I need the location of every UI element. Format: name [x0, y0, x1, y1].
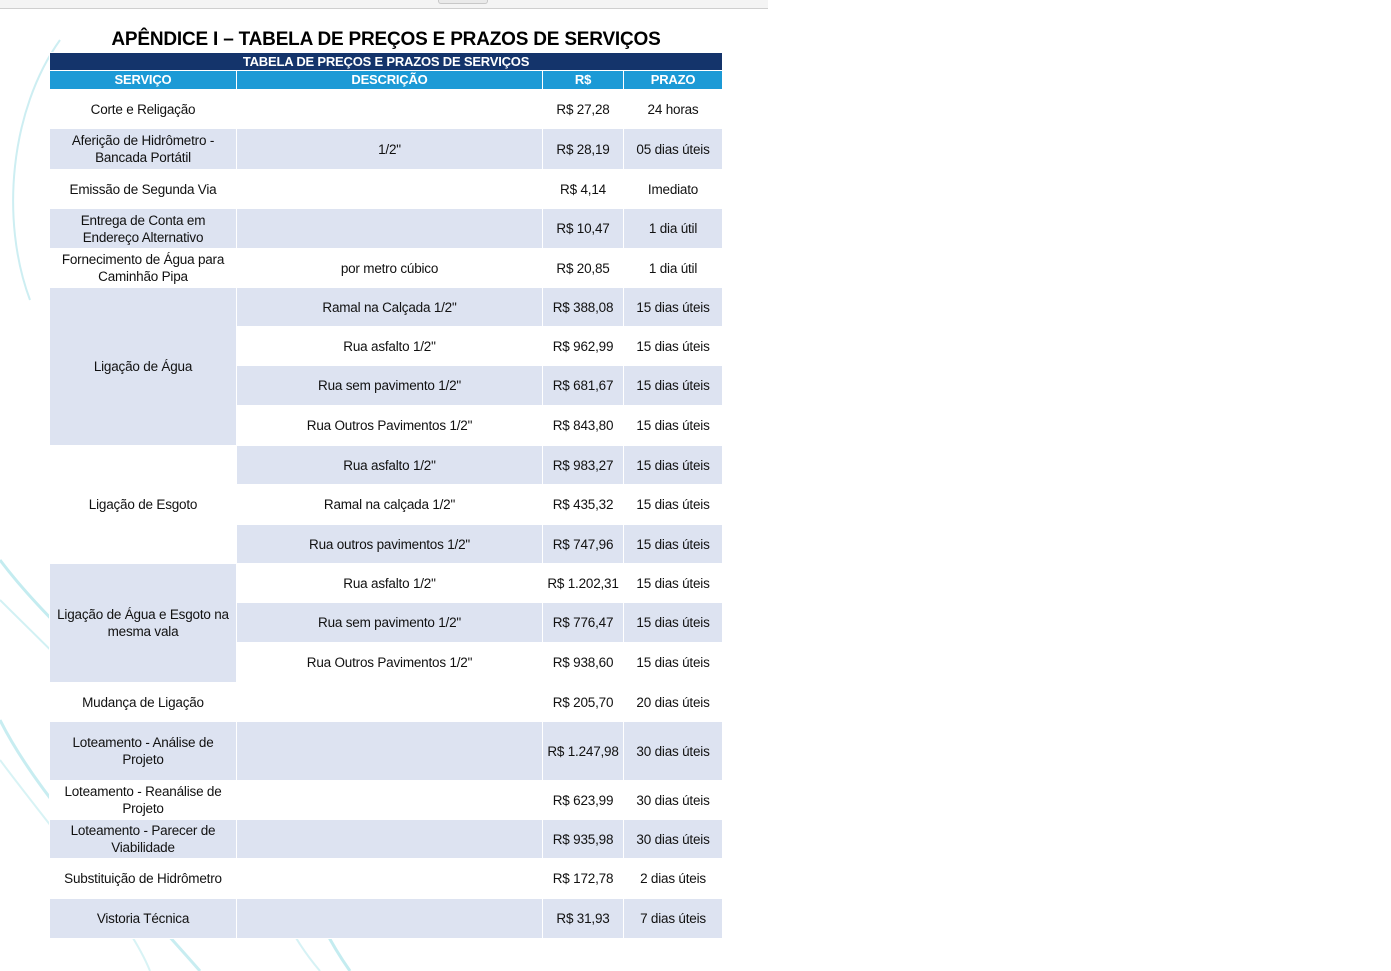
deadline-cell: 15 dias úteis [624, 406, 723, 446]
service-cell: Emissão de Segunda Via [50, 170, 237, 209]
header-price: R$ [543, 71, 624, 90]
table-row [50, 683, 723, 722]
price-cell: R$ 205,70 [543, 683, 624, 722]
deadline-cell: 15 dias úteis [624, 446, 723, 485]
description-cell [237, 820, 543, 859]
deadline-cell: 30 dias úteis [624, 781, 723, 820]
description-cell: Rua Outros Pavimentos 1/2" [237, 406, 543, 446]
table-banner: TABELA DE PREÇOS E PRAZOS DE SERVIÇOS [50, 53, 723, 71]
deadline-cell: 24 horas [624, 90, 723, 129]
description-cell: Rua Outros Pavimentos 1/2" [237, 643, 543, 683]
price-cell: R$ 1.247,98 [543, 722, 624, 781]
deadline-cell: 1 dia útil [624, 249, 723, 288]
description-cell: 1/2" [237, 129, 543, 170]
table-row [50, 564, 723, 603]
table-header-row [50, 71, 723, 90]
description-cell [237, 859, 543, 899]
service-cell: Loteamento - Análise de Projeto [50, 722, 237, 781]
deadline-cell: 1 dia útil [624, 209, 723, 249]
price-cell: R$ 983,27 [543, 446, 624, 485]
deadline-cell: Imediato [624, 170, 723, 209]
deadline-cell: 2 dias úteis [624, 859, 723, 899]
service-cell: Fornecimento de Água para Caminhão Pipa [50, 249, 237, 288]
description-cell [237, 781, 543, 820]
service-cell: Ligação de Água e Esgoto na mesma vala [50, 564, 237, 683]
header-description: DESCRIÇÃO [237, 71, 543, 90]
table-row [50, 446, 723, 485]
price-cell: R$ 388,08 [543, 288, 624, 327]
service-cell: Ligação de Água [50, 288, 237, 446]
description-cell [237, 90, 543, 129]
service-cell: Loteamento - Reanálise de Projeto [50, 781, 237, 820]
price-cell: R$ 1.202,31 [543, 564, 624, 603]
price-cell: R$ 31,93 [543, 899, 624, 939]
description-cell: Rua sem pavimento 1/2" [237, 366, 543, 406]
table-row [50, 129, 723, 170]
toolbar-tab[interactable] [438, 0, 488, 4]
table-row [50, 209, 723, 249]
price-cell: R$ 4,14 [543, 170, 624, 209]
table-row [50, 249, 723, 288]
price-cell: R$ 776,47 [543, 603, 624, 643]
price-cell: R$ 935,98 [543, 820, 624, 859]
price-cell: R$ 435,32 [543, 485, 624, 525]
table-banner-row [50, 53, 723, 71]
deadline-cell: 15 dias úteis [624, 603, 723, 643]
price-cell: R$ 623,99 [543, 781, 624, 820]
deadline-cell: 15 dias úteis [624, 327, 723, 366]
description-cell: Ramal na Calçada 1/2" [237, 288, 543, 327]
service-cell: Entrega de Conta em Endereço Alternativo [50, 209, 237, 249]
table-row [50, 288, 723, 327]
deadline-cell: 30 dias úteis [624, 722, 723, 781]
viewer-toolbar-edge [0, 0, 768, 9]
service-cell: Aferição de Hidrômetro - Bancada Portátil [50, 129, 237, 170]
service-cell: Ligação de Esgoto [50, 446, 237, 564]
table-row [50, 722, 723, 781]
description-cell: Rua asfalto 1/2" [237, 564, 543, 603]
price-cell: R$ 172,78 [543, 859, 624, 899]
description-cell: Ramal na calçada 1/2" [237, 485, 543, 525]
deadline-cell: 20 dias úteis [624, 683, 723, 722]
description-cell: Rua outros pavimentos 1/2" [237, 525, 543, 564]
deadline-cell: 7 dias úteis [624, 899, 723, 939]
table-row [50, 781, 723, 820]
service-cell: Substituição de Hidrômetro [50, 859, 237, 899]
deadline-cell: 15 dias úteis [624, 485, 723, 525]
description-cell [237, 209, 543, 249]
service-cell: Vistoria Técnica [50, 899, 237, 939]
deadline-cell: 15 dias úteis [624, 366, 723, 406]
price-cell: R$ 20,85 [543, 249, 624, 288]
service-cell: Corte e Religação [50, 90, 237, 129]
table-row [50, 170, 723, 209]
table-row [50, 90, 723, 129]
description-cell [237, 722, 543, 781]
deadline-cell: 15 dias úteis [624, 525, 723, 564]
description-cell: Rua asfalto 1/2" [237, 446, 543, 485]
service-cell: Mudança de Ligação [50, 683, 237, 722]
deadline-cell: 15 dias úteis [624, 288, 723, 327]
description-cell [237, 170, 543, 209]
service-cell: Loteamento - Parecer de Viabilidade [50, 820, 237, 859]
price-cell: R$ 10,47 [543, 209, 624, 249]
header-service: SERVIÇO [50, 71, 237, 90]
table-row [50, 820, 723, 859]
price-cell: R$ 747,96 [543, 525, 624, 564]
price-cell: R$ 27,28 [543, 90, 624, 129]
price-cell: R$ 843,80 [543, 406, 624, 446]
deadline-cell: 05 dias úteis [624, 129, 723, 170]
deadline-cell: 15 dias úteis [624, 564, 723, 603]
description-cell: Rua asfalto 1/2" [237, 327, 543, 366]
description-cell: Rua sem pavimento 1/2" [237, 603, 543, 643]
deadline-cell: 30 dias úteis [624, 820, 723, 859]
price-cell: R$ 28,19 [543, 129, 624, 170]
price-cell: R$ 681,67 [543, 366, 624, 406]
price-cell: R$ 962,99 [543, 327, 624, 366]
table-row [50, 859, 723, 899]
description-cell [237, 683, 543, 722]
document-title: APÊNDICE I – TABELA DE PREÇOS E PRAZOS DE SERVIÇOS [111, 29, 661, 50]
header-deadline: PRAZO [624, 71, 723, 90]
price-cell: R$ 938,60 [543, 643, 624, 683]
description-cell [237, 899, 543, 939]
deadline-cell: 15 dias úteis [624, 643, 723, 683]
price-table [49, 52, 723, 939]
table-row [50, 899, 723, 939]
description-cell: por metro cúbico [237, 249, 543, 288]
